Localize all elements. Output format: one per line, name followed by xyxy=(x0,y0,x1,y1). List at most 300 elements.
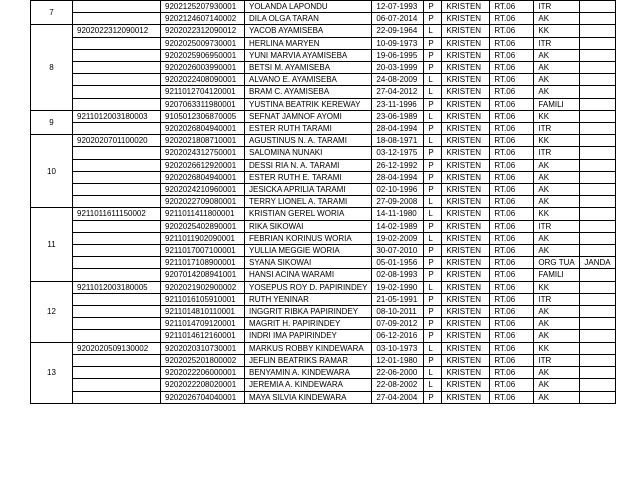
nik-cell: 9202025201800002 xyxy=(161,354,245,366)
table-row xyxy=(31,196,616,208)
rt-cell: RT.06 xyxy=(490,147,534,159)
kk-number-cell xyxy=(73,245,161,257)
name-cell: MAGRIT H. PAPIRINDEY xyxy=(245,318,372,330)
birth-date-cell: 27-09-2008 xyxy=(372,196,424,208)
birth-date-cell: 08-10-2011 xyxy=(372,306,424,318)
nik-cell: 9202026003990001 xyxy=(161,62,245,74)
relation-cell: ITR xyxy=(534,220,580,232)
note-cell xyxy=(580,281,615,293)
nik-cell: 9202026612920001 xyxy=(161,159,245,171)
gender-cell: P xyxy=(424,1,442,13)
rt-cell: RT.06 xyxy=(490,184,534,196)
nik-cell: 9202022208020001 xyxy=(161,379,245,391)
note-cell xyxy=(580,354,615,366)
religion-cell: KRISTEN xyxy=(442,367,490,379)
rt-cell: RT.06 xyxy=(490,257,534,269)
nik-cell: 9202026704040001 xyxy=(161,391,245,403)
rt-cell: RT.06 xyxy=(490,37,534,49)
relation-cell: AK xyxy=(534,306,580,318)
nik-cell: 9202024210960001 xyxy=(161,184,245,196)
note-cell xyxy=(580,196,615,208)
relation-cell: ITR xyxy=(534,354,580,366)
table-row xyxy=(31,62,616,74)
kk-number-cell xyxy=(73,123,161,135)
table-row xyxy=(31,318,616,330)
birth-date-cell: 22-09-1964 xyxy=(372,25,424,37)
gender-cell: P xyxy=(424,257,442,269)
gender-cell: P xyxy=(424,245,442,257)
name-cell: DESSI RIA N. A. TARAMI xyxy=(245,159,372,171)
name-cell: TERRY LIONEL A. TARAMI xyxy=(245,196,372,208)
gender-cell: P xyxy=(424,37,442,49)
kk-number-cell: 9211011611150002 xyxy=(73,208,161,220)
birth-date-cell: 14-11-1980 xyxy=(372,208,424,220)
name-cell: BENYAMIN A. KINDEWARA xyxy=(245,367,372,379)
table-row xyxy=(31,281,616,293)
table-row xyxy=(31,135,616,147)
religion-cell: KRISTEN xyxy=(442,391,490,403)
relation-cell: AK xyxy=(534,171,580,183)
note-cell xyxy=(580,37,615,49)
gender-cell: P xyxy=(424,184,442,196)
relation-cell: AK xyxy=(534,330,580,342)
religion-cell: KRISTEN xyxy=(442,220,490,232)
family-number-cell: 9 xyxy=(31,110,73,134)
religion-cell: KRISTEN xyxy=(442,159,490,171)
nik-cell: 9202020310730001 xyxy=(161,342,245,354)
name-cell: ALVANO E. AYAMISEBA xyxy=(245,74,372,86)
note-cell xyxy=(580,74,615,86)
rt-cell: RT.06 xyxy=(490,208,534,220)
nik-cell: 9211017007100001 xyxy=(161,245,245,257)
family-number-cell: 11 xyxy=(31,208,73,281)
relation-cell: AK xyxy=(534,245,580,257)
table-row xyxy=(31,220,616,232)
gender-cell: L xyxy=(424,367,442,379)
rt-cell: RT.06 xyxy=(490,1,534,13)
birth-date-cell: 20-03-1999 xyxy=(372,62,424,74)
note-cell xyxy=(580,13,615,25)
gender-cell: P xyxy=(424,147,442,159)
table-row xyxy=(31,184,616,196)
family-number-cell: 10 xyxy=(31,135,73,208)
nik-cell: 9202025009730001 xyxy=(161,37,245,49)
relation-cell: ITR xyxy=(534,147,580,159)
relation-cell: FAMILI xyxy=(534,269,580,281)
relation-cell: AK xyxy=(534,184,580,196)
note-cell xyxy=(580,318,615,330)
name-cell: YULLIA MEGGIE WORIA xyxy=(245,245,372,257)
relation-cell: KK xyxy=(534,25,580,37)
relation-cell: KK xyxy=(534,342,580,354)
note-cell: JANDA xyxy=(580,257,615,269)
gender-cell: L xyxy=(424,135,442,147)
name-cell: BRAM C. AYAMISEBA xyxy=(245,86,372,98)
name-cell: BETSI M. AYAMISEBA xyxy=(245,62,372,74)
nik-cell: 9211014810110001 xyxy=(161,306,245,318)
gender-cell: P xyxy=(424,98,442,110)
gender-cell: L xyxy=(424,342,442,354)
nik-cell: 9202021808710001 xyxy=(161,135,245,147)
birth-date-cell: 21-05-1991 xyxy=(372,293,424,305)
note-cell xyxy=(580,49,615,61)
birth-date-cell: 19-02-1990 xyxy=(372,281,424,293)
gender-cell: L xyxy=(424,74,442,86)
relation-cell: AK xyxy=(534,318,580,330)
rt-cell: RT.06 xyxy=(490,110,534,122)
rt-cell: RT.06 xyxy=(490,281,534,293)
kk-number-cell xyxy=(73,306,161,318)
table-row xyxy=(31,367,616,379)
table-row xyxy=(31,208,616,220)
note-cell xyxy=(580,367,615,379)
rt-cell: RT.06 xyxy=(490,330,534,342)
birth-date-cell: 18-08-1971 xyxy=(372,135,424,147)
nik-cell: 9202022312090012 xyxy=(161,25,245,37)
nik-cell: 9202022408090001 xyxy=(161,74,245,86)
rt-cell: RT.06 xyxy=(490,354,534,366)
rt-cell: RT.06 xyxy=(490,379,534,391)
kk-number-cell xyxy=(73,367,161,379)
religion-cell: KRISTEN xyxy=(442,354,490,366)
table-row xyxy=(31,74,616,86)
note-cell xyxy=(580,123,615,135)
kk-number-cell xyxy=(73,159,161,171)
religion-cell: KRISTEN xyxy=(442,245,490,257)
name-cell: AGUSTINUS N. A. TARAMI xyxy=(245,135,372,147)
relation-cell: AK xyxy=(534,159,580,171)
table-row xyxy=(31,49,616,61)
family-registry-table xyxy=(30,0,616,404)
rt-cell: RT.06 xyxy=(490,13,534,25)
relation-cell: ORG TUA xyxy=(534,257,580,269)
nik-cell: 9211016105910001 xyxy=(161,293,245,305)
note-cell xyxy=(580,220,615,232)
rt-cell: RT.06 xyxy=(490,293,534,305)
kk-number-cell: 9211012003180005 xyxy=(73,281,161,293)
kk-number-cell xyxy=(73,62,161,74)
gender-cell: P xyxy=(424,159,442,171)
name-cell: JEREMIA A. KINDEWARA xyxy=(245,379,372,391)
religion-cell: KRISTEN xyxy=(442,306,490,318)
kk-number-cell: 9202020509130002 xyxy=(73,342,161,354)
nik-cell: 9211012704120001 xyxy=(161,86,245,98)
nik-cell: 9211011411800001 xyxy=(161,208,245,220)
name-cell: RIKA SIKOWAI xyxy=(245,220,372,232)
religion-cell: KRISTEN xyxy=(442,98,490,110)
gender-cell: L xyxy=(424,379,442,391)
birth-date-cell: 05-01-1956 xyxy=(372,257,424,269)
kk-number-cell xyxy=(73,13,161,25)
birth-date-cell: 26-12-1992 xyxy=(372,159,424,171)
table-row xyxy=(31,25,616,37)
note-cell xyxy=(580,1,615,13)
birth-date-cell: 23-11-1996 xyxy=(372,98,424,110)
relation-cell: ITR xyxy=(534,123,580,135)
gender-cell: L xyxy=(424,281,442,293)
religion-cell: KRISTEN xyxy=(442,342,490,354)
nik-cell: 9211014709120001 xyxy=(161,318,245,330)
kk-number-cell xyxy=(73,330,161,342)
note-cell xyxy=(580,342,615,354)
religion-cell: KRISTEN xyxy=(442,281,490,293)
religion-cell: KRISTEN xyxy=(442,171,490,183)
birth-date-cell: 03-10-1973 xyxy=(372,342,424,354)
kk-number-cell xyxy=(73,49,161,61)
rt-cell: RT.06 xyxy=(490,342,534,354)
kk-number-cell xyxy=(73,354,161,366)
birth-date-cell: 23-06-1989 xyxy=(372,110,424,122)
gender-cell: P xyxy=(424,354,442,366)
gender-cell: L xyxy=(424,86,442,98)
table-row xyxy=(31,245,616,257)
rt-cell: RT.06 xyxy=(490,74,534,86)
kk-number-cell xyxy=(73,1,161,13)
rt-cell: RT.06 xyxy=(490,318,534,330)
note-cell xyxy=(580,232,615,244)
note-cell xyxy=(580,25,615,37)
rt-cell: RT.06 xyxy=(490,135,534,147)
table-row xyxy=(31,342,616,354)
kk-number-cell: 9211012003180003 xyxy=(73,110,161,122)
rt-cell: RT.06 xyxy=(490,49,534,61)
name-cell: RUTH YENINAR xyxy=(245,293,372,305)
religion-cell: KRISTEN xyxy=(442,318,490,330)
birth-date-cell: 28-04-1994 xyxy=(372,171,424,183)
nik-cell: 9211011902090001 xyxy=(161,232,245,244)
name-cell: YOLANDA LAPONDU xyxy=(245,1,372,13)
note-cell xyxy=(580,110,615,122)
note-cell xyxy=(580,306,615,318)
birth-date-cell: 14-02-1989 xyxy=(372,220,424,232)
name-cell: INGGRIT RIBKA PAPIRINDEY xyxy=(245,306,372,318)
birth-date-cell: 19-02-2009 xyxy=(372,232,424,244)
name-cell: HERLINA MARYEN xyxy=(245,37,372,49)
rt-cell: RT.06 xyxy=(490,367,534,379)
name-cell: MARKUS ROBBY KINDEWARA xyxy=(245,342,372,354)
name-cell: YACOB AYAMISEBA xyxy=(245,25,372,37)
rt-cell: RT.06 xyxy=(490,391,534,403)
kk-number-cell xyxy=(73,391,161,403)
nik-cell: 9207014208941001 xyxy=(161,269,245,281)
name-cell: SYANA SIKOWAI xyxy=(245,257,372,269)
religion-cell: KRISTEN xyxy=(442,123,490,135)
nik-cell: 9202021902900002 xyxy=(161,281,245,293)
note-cell xyxy=(580,269,615,281)
family-number-cell: 8 xyxy=(31,25,73,110)
birth-date-cell: 19-06-1995 xyxy=(372,49,424,61)
religion-cell: KRISTEN xyxy=(442,1,490,13)
nik-cell: 9202024312750001 xyxy=(161,147,245,159)
nik-cell: 9202026804940001 xyxy=(161,123,245,135)
table-row xyxy=(31,232,616,244)
table-row xyxy=(31,98,616,110)
gender-cell: P xyxy=(424,293,442,305)
rt-cell: RT.06 xyxy=(490,98,534,110)
table-row xyxy=(31,1,616,13)
table-row xyxy=(31,13,616,25)
relation-cell: AK xyxy=(534,196,580,208)
table-row xyxy=(31,37,616,49)
birth-date-cell: 12-01-1980 xyxy=(372,354,424,366)
kk-number-cell xyxy=(73,220,161,232)
religion-cell: KRISTEN xyxy=(442,330,490,342)
name-cell: YOSEPUS ROY D. PAPIRINDEY xyxy=(245,281,372,293)
family-number-cell: 7 xyxy=(31,1,73,25)
gender-cell: P xyxy=(424,269,442,281)
birth-date-cell: 24-08-2009 xyxy=(372,74,424,86)
name-cell: JEFLIN BEATRIKS RAMAR xyxy=(245,354,372,366)
birth-date-cell: 07-09-2012 xyxy=(372,318,424,330)
table-row xyxy=(31,269,616,281)
relation-cell: AK xyxy=(534,86,580,98)
nik-cell: 9202125207930001 xyxy=(161,1,245,13)
name-cell: SALOMINA NUNAKI xyxy=(245,147,372,159)
nik-cell: 9207063311980001 xyxy=(161,98,245,110)
kk-number-cell xyxy=(73,379,161,391)
religion-cell: KRISTEN xyxy=(442,196,490,208)
note-cell xyxy=(580,135,615,147)
note-cell xyxy=(580,293,615,305)
kk-number-cell: 9202020701100020 xyxy=(73,135,161,147)
name-cell: ESTER RUTH TARAMI xyxy=(245,123,372,135)
relation-cell: KK xyxy=(534,135,580,147)
name-cell: DILA OLGA TARAN xyxy=(245,13,372,25)
table-row xyxy=(31,123,616,135)
rt-cell: RT.06 xyxy=(490,232,534,244)
nik-cell: 9202022709080001 xyxy=(161,196,245,208)
name-cell: INDRI IMA PAPIRINDEY xyxy=(245,330,372,342)
religion-cell: KRISTEN xyxy=(442,74,490,86)
table-row xyxy=(31,86,616,98)
gender-cell: P xyxy=(424,171,442,183)
relation-cell: ITR xyxy=(534,1,580,13)
relation-cell: ITR xyxy=(534,293,580,305)
name-cell: FEBRIAN KORINUS WORIA xyxy=(245,232,372,244)
birth-date-cell: 12-07-1993 xyxy=(372,1,424,13)
birth-date-cell: 22-08-2002 xyxy=(372,379,424,391)
gender-cell: P xyxy=(424,391,442,403)
relation-cell: AK xyxy=(534,367,580,379)
birth-date-cell: 06-12-2016 xyxy=(372,330,424,342)
table-row xyxy=(31,379,616,391)
table-row xyxy=(31,110,616,122)
name-cell: YUNI MARVIA AYAMISEBA xyxy=(245,49,372,61)
gender-cell: L xyxy=(424,196,442,208)
religion-cell: KRISTEN xyxy=(442,86,490,98)
table-row xyxy=(31,159,616,171)
name-cell: MAYA SILVIA KINDEWARA xyxy=(245,391,372,403)
table-row xyxy=(31,391,616,403)
rt-cell: RT.06 xyxy=(490,245,534,257)
relation-cell: KK xyxy=(534,110,580,122)
table-row xyxy=(31,257,616,269)
gender-cell: P xyxy=(424,13,442,25)
kk-number-cell xyxy=(73,232,161,244)
relation-cell: AK xyxy=(534,379,580,391)
note-cell xyxy=(580,159,615,171)
relation-cell: AK xyxy=(534,49,580,61)
nik-cell: 9202025402890001 xyxy=(161,220,245,232)
birth-date-cell: 10-09-1973 xyxy=(372,37,424,49)
religion-cell: KRISTEN xyxy=(442,110,490,122)
rt-cell: RT.06 xyxy=(490,25,534,37)
note-cell xyxy=(580,208,615,220)
relation-cell: KK xyxy=(534,208,580,220)
kk-number-cell xyxy=(73,86,161,98)
note-cell xyxy=(580,147,615,159)
kk-number-cell xyxy=(73,74,161,86)
rt-cell: RT.06 xyxy=(490,62,534,74)
kk-number-cell xyxy=(73,37,161,49)
note-cell xyxy=(580,86,615,98)
note-cell xyxy=(580,184,615,196)
gender-cell: L xyxy=(424,232,442,244)
relation-cell: AK xyxy=(534,232,580,244)
gender-cell: P xyxy=(424,62,442,74)
relation-cell: AK xyxy=(534,74,580,86)
nik-cell: 9211017108900001 xyxy=(161,257,245,269)
birth-date-cell: 27-04-2004 xyxy=(372,391,424,403)
kk-number-cell xyxy=(73,293,161,305)
relation-cell: AK xyxy=(534,391,580,403)
religion-cell: KRISTEN xyxy=(442,379,490,391)
table-row xyxy=(31,293,616,305)
rt-cell: RT.06 xyxy=(490,306,534,318)
gender-cell: L xyxy=(424,110,442,122)
gender-cell: L xyxy=(424,208,442,220)
family-number-cell: 12 xyxy=(31,281,73,342)
gender-cell: P xyxy=(424,123,442,135)
relation-cell: KK xyxy=(534,281,580,293)
name-cell: KRISTIAN GEREL WORIA xyxy=(245,208,372,220)
relation-cell: AK xyxy=(534,62,580,74)
birth-date-cell: 28-04-1994 xyxy=(372,123,424,135)
rt-cell: RT.06 xyxy=(490,196,534,208)
religion-cell: KRISTEN xyxy=(442,208,490,220)
religion-cell: KRISTEN xyxy=(442,293,490,305)
relation-cell: ITR xyxy=(534,37,580,49)
religion-cell: KRISTEN xyxy=(442,135,490,147)
table-row xyxy=(31,306,616,318)
note-cell xyxy=(580,391,615,403)
name-cell: SEFNAT JAMNOF AYOMI xyxy=(245,110,372,122)
table-row xyxy=(31,354,616,366)
religion-cell: KRISTEN xyxy=(442,269,490,281)
kk-number-cell xyxy=(73,196,161,208)
religion-cell: KRISTEN xyxy=(442,13,490,25)
religion-cell: KRISTEN xyxy=(442,49,490,61)
rt-cell: RT.06 xyxy=(490,123,534,135)
table-row xyxy=(31,171,616,183)
kk-number-cell xyxy=(73,257,161,269)
nik-cell: 9105012306870005 xyxy=(161,110,245,122)
birth-date-cell: 02-10-1996 xyxy=(372,184,424,196)
table-row xyxy=(31,147,616,159)
birth-date-cell: 22-06-2000 xyxy=(372,367,424,379)
rt-cell: RT.06 xyxy=(490,171,534,183)
name-cell: JESICKA APRILIA TARAMI xyxy=(245,184,372,196)
gender-cell: P xyxy=(424,306,442,318)
birth-date-cell: 27-04-2012 xyxy=(372,86,424,98)
kk-number-cell xyxy=(73,98,161,110)
kk-number-cell: 9202022312090012 xyxy=(73,25,161,37)
gender-cell: P xyxy=(424,318,442,330)
birth-date-cell: 03-12-1975 xyxy=(372,147,424,159)
note-cell xyxy=(580,379,615,391)
note-cell xyxy=(580,330,615,342)
kk-number-cell xyxy=(73,171,161,183)
